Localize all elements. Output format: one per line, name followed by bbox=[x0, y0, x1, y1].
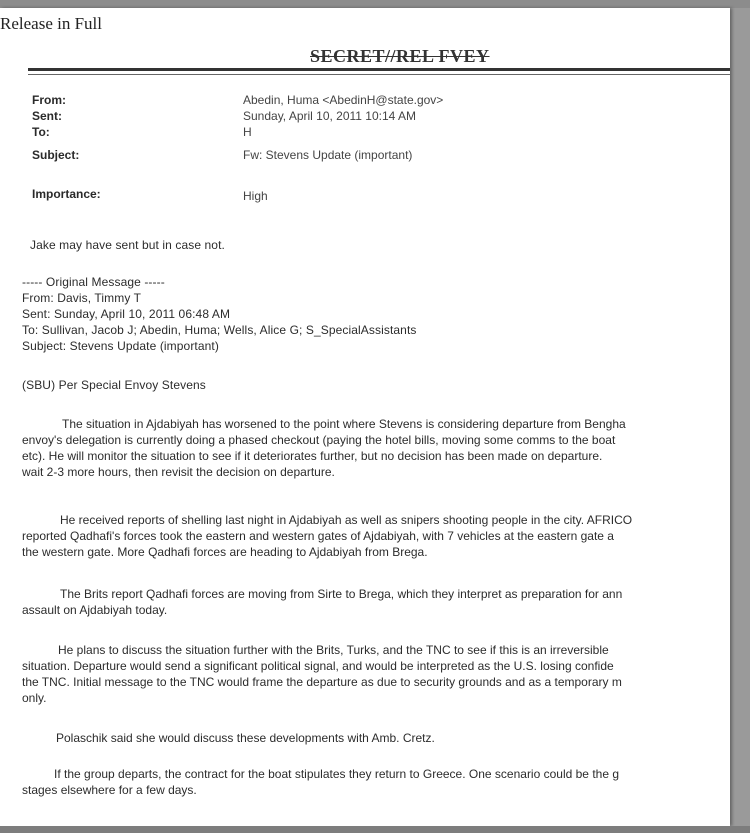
paragraph-line: envoy's delegation is currently doing a phased checkout (paying the hotel bills, moving some comms to the boat bbox=[22, 433, 616, 447]
subject-label: Subject: bbox=[32, 148, 80, 162]
bottom-border bbox=[0, 826, 750, 833]
paragraph-line: the western gate. More Qadhafi forces are heading to Ajdabiyah from Brega. bbox=[22, 545, 428, 559]
paragraph bbox=[22, 416, 730, 480]
importance-value: High bbox=[243, 189, 268, 203]
original-from: From: Davis, Timmy T bbox=[22, 291, 142, 305]
header-rule-thin bbox=[28, 74, 730, 75]
original-message-marker: ----- Original Message ----- bbox=[22, 275, 165, 289]
top-border bbox=[0, 0, 750, 8]
paragraph-line: The situation in Ajdabiyah has worsened to the point where Stevens is considering departure from Bengha bbox=[62, 417, 626, 431]
paragraph-line: the TNC. Initial message to the TNC would frame the departure as due to security grounds and as a temporary m bbox=[22, 675, 622, 689]
paragraph-line: assault on Ajdabiyah today. bbox=[22, 603, 168, 617]
paragraph bbox=[22, 642, 730, 706]
paragraph-line: only. bbox=[22, 691, 47, 705]
paragraph-line: Polaschik said she would discuss these developments with Amb. Cretz. bbox=[56, 731, 435, 745]
original-to: To: Sullivan, Jacob J; Abedin, Huma; Wells, Alice G; S_SpecialAssistants bbox=[22, 323, 417, 337]
paragraph-line: He received reports of shelling last night in Ajdabiyah as well as snipers shooting people in the city. AFRICO bbox=[60, 513, 633, 527]
document-page bbox=[0, 8, 730, 826]
paragraph-line: situation. Departure would send a significant political signal, and would be interpreted as the U.S. losing confide bbox=[22, 659, 614, 673]
paragraph bbox=[22, 586, 730, 618]
paragraph-line: stages elsewhere for a few days. bbox=[22, 783, 197, 797]
to-value: H bbox=[243, 125, 252, 139]
paragraph-line: The Brits report Qadhafi forces are moving from Sirte to Brega, which they interpret as preparation for ann bbox=[60, 587, 623, 601]
sbu-line: (SBU) Per Special Envoy Stevens bbox=[22, 378, 206, 392]
paragraph bbox=[22, 512, 730, 560]
from-label: From: bbox=[32, 93, 66, 107]
sent-value: Sunday, April 10, 2011 10:14 AM bbox=[243, 109, 417, 123]
paragraph-line: If the group departs, the contract for the boat stipulates they return to Greece. One scenario could be the g bbox=[54, 767, 620, 781]
paragraph-line: etc). He will monitor the situation to see if it deteriorates further, but no decision has been made on departure. bbox=[22, 449, 603, 463]
subject-value: Fw: Stevens Update (important) bbox=[243, 148, 413, 162]
classification-marking: SECRET//REL FVEY bbox=[310, 46, 490, 66]
importance-label: Importance: bbox=[32, 187, 101, 201]
header-rule bbox=[28, 68, 730, 71]
paragraph bbox=[22, 766, 730, 798]
release-stamp: Release in Full bbox=[0, 14, 102, 33]
original-sent: Sent: Sunday, April 10, 2011 06:48 AM bbox=[22, 307, 231, 321]
sent-label: Sent: bbox=[32, 109, 62, 123]
to-label: To: bbox=[32, 125, 50, 139]
paragraph-line: reported Qadhafi's forces took the eastern and western gates of Ajdabiyah, with 7 vehicles at the eastern gate a bbox=[22, 529, 614, 543]
from-value: Abedin, Huma <AbedinH@state.gov> bbox=[243, 93, 444, 107]
original-subject: Subject: Stevens Update (important) bbox=[22, 339, 219, 353]
paragraph-line: wait 2-3 more hours, then revisit the decision on departure. bbox=[22, 465, 335, 479]
intro-line: Jake may have sent but in case not. bbox=[30, 238, 225, 252]
paragraph bbox=[22, 730, 730, 746]
paragraph-line: He plans to discuss the situation further with the Brits, Turks, and the TNC to see if this is an irreversible bbox=[58, 643, 609, 657]
